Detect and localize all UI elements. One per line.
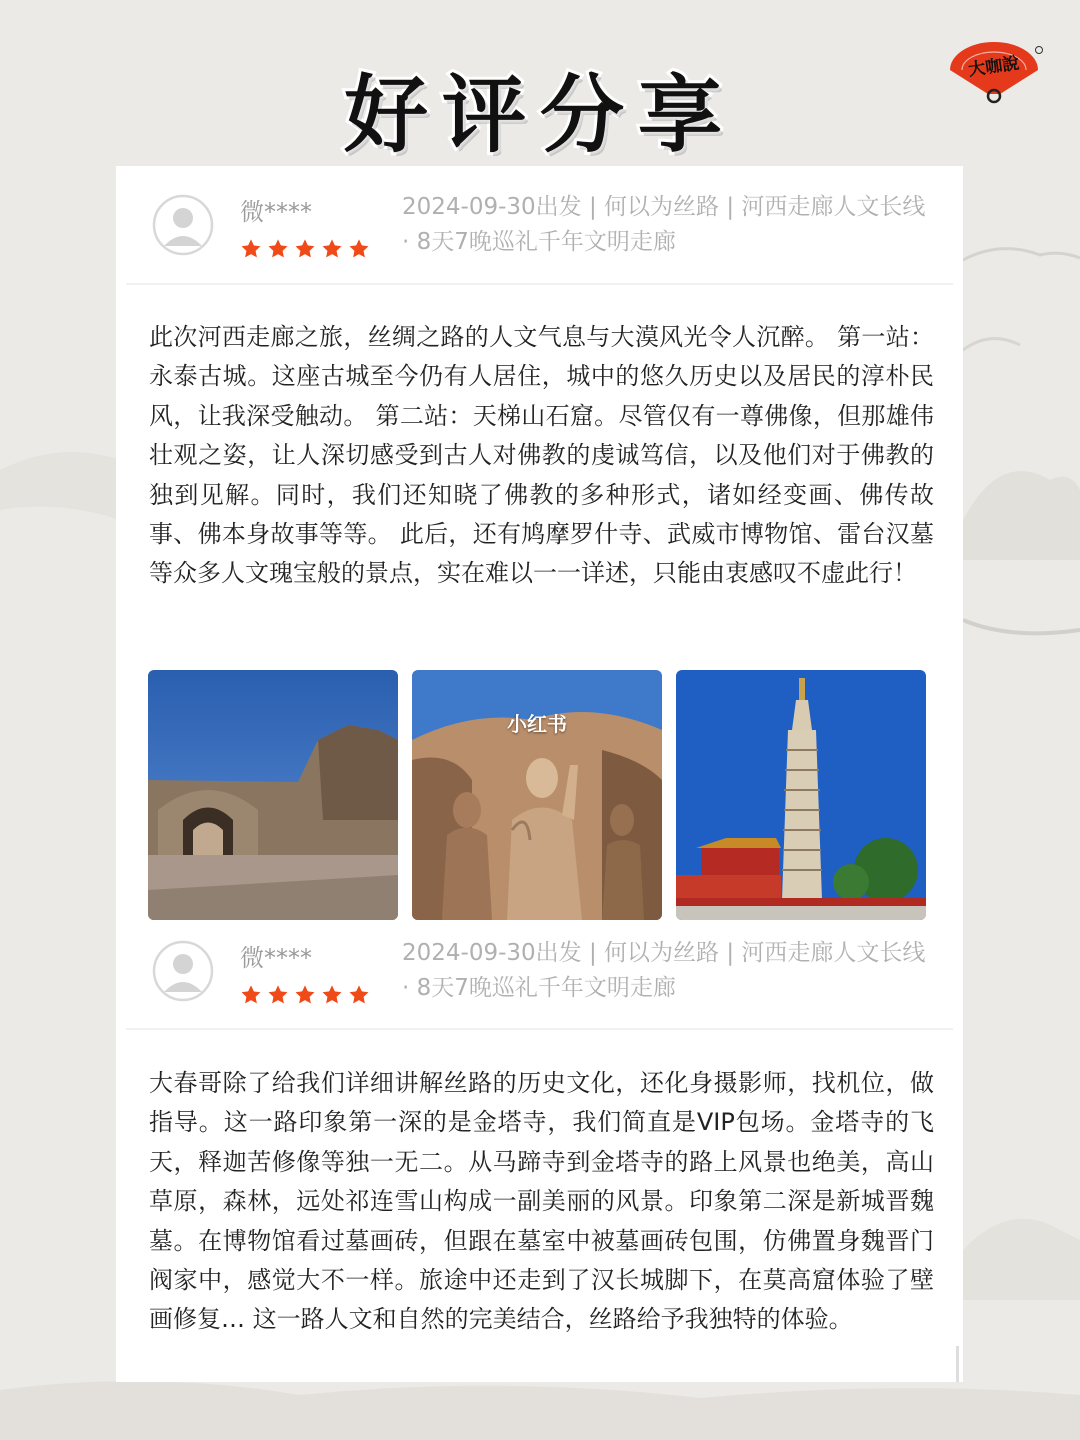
star-icon [321,238,343,260]
star-icon [348,984,370,1006]
star-icon [267,984,289,1006]
star-icon [321,984,343,1006]
avatar [152,940,214,1002]
photo-gallery [148,670,926,920]
page-title: 好评分享 [343,66,736,164]
divider [126,1028,953,1030]
review-text: 此次河西走廊之旅，丝绸之路的人文气息与大漠风光令人沉醉。 第一站：永泰古城。这座古城至今仍有人居住，城中的悠久历史以及居民的淳朴民风，让我深受触动。 第二站：天梯山石窟。尽管仅有一尊佛像，但那雄伟壮观之姿，让人深切感受到古人对佛教的虔诚笃信，以及他们对于佛教的独到见解。同时，我们还知晓了佛教的多种形式，诸如经变画、佛传故事、佛本身故事等等。 此后，还有鸠摩罗什寺、武威市博物馆、雷台汉墓等众多人文瑰宝般的景点，实在难以一一详述，只能由衷感叹不虚此行！ [149,323,934,588]
review-text: 大春哥除了给我们详细讲解丝路的历史文化，还化身摄影师，找机位，做指导。这一路印象第一深的是金塔寺，我们简直是VIP包场。金塔寺的飞天，释迦苦修像等独一无二。从马蹄寺到金塔寺的路上风景也绝美，高山草原，森林，远处祁连雪山构成一副美丽的风景。印象第二深是新城晋魏墓。在博物馆看过墓画砖，但跟在墓室中被墓画砖包围，仿佛置身魏晋门阀家中，感觉大不一样。旅途中还走到了汉长城脚下，在莫高窟体验了壁画修复… 这一路人文和自然的完美结合，丝路给予我独特的体验。 [149,1069,934,1334]
ancient-city-gate-photo[interactable] [148,670,398,920]
star-icon [240,984,262,1006]
avatar [152,194,214,256]
review-header [116,166,963,276]
star-icon [294,984,316,1006]
brand-logo [944,40,1044,104]
star-icon [348,238,370,260]
trip-info: 2024-09-30出发 | 何以为丝路 | 河西走廊人文长线 · 8天7晚巡礼千年文明走廊 [402,194,926,255]
review-header [116,912,963,1022]
star-icon [294,238,316,260]
trip-info: 2024-09-30出发 | 何以为丝路 | 河西走廊人文长线 · 8天7晚巡礼千年文明走廊 [402,940,926,1001]
svg-text:大咖說: 大咖說 [967,53,1021,81]
scrollbar[interactable] [956,1346,959,1382]
divider [126,283,953,285]
star-icon [240,238,262,260]
user-name: 微**** [240,944,312,972]
reviews-card [116,166,963,1382]
user-name: 微**** [240,198,312,226]
pagoda-temple-photo[interactable] [676,670,926,920]
buddha-grotto-photo[interactable] [412,670,662,920]
rating-stars [240,238,370,260]
rating-stars [240,984,370,1006]
watermark: 小红书 [507,712,567,736]
star-icon [267,238,289,260]
